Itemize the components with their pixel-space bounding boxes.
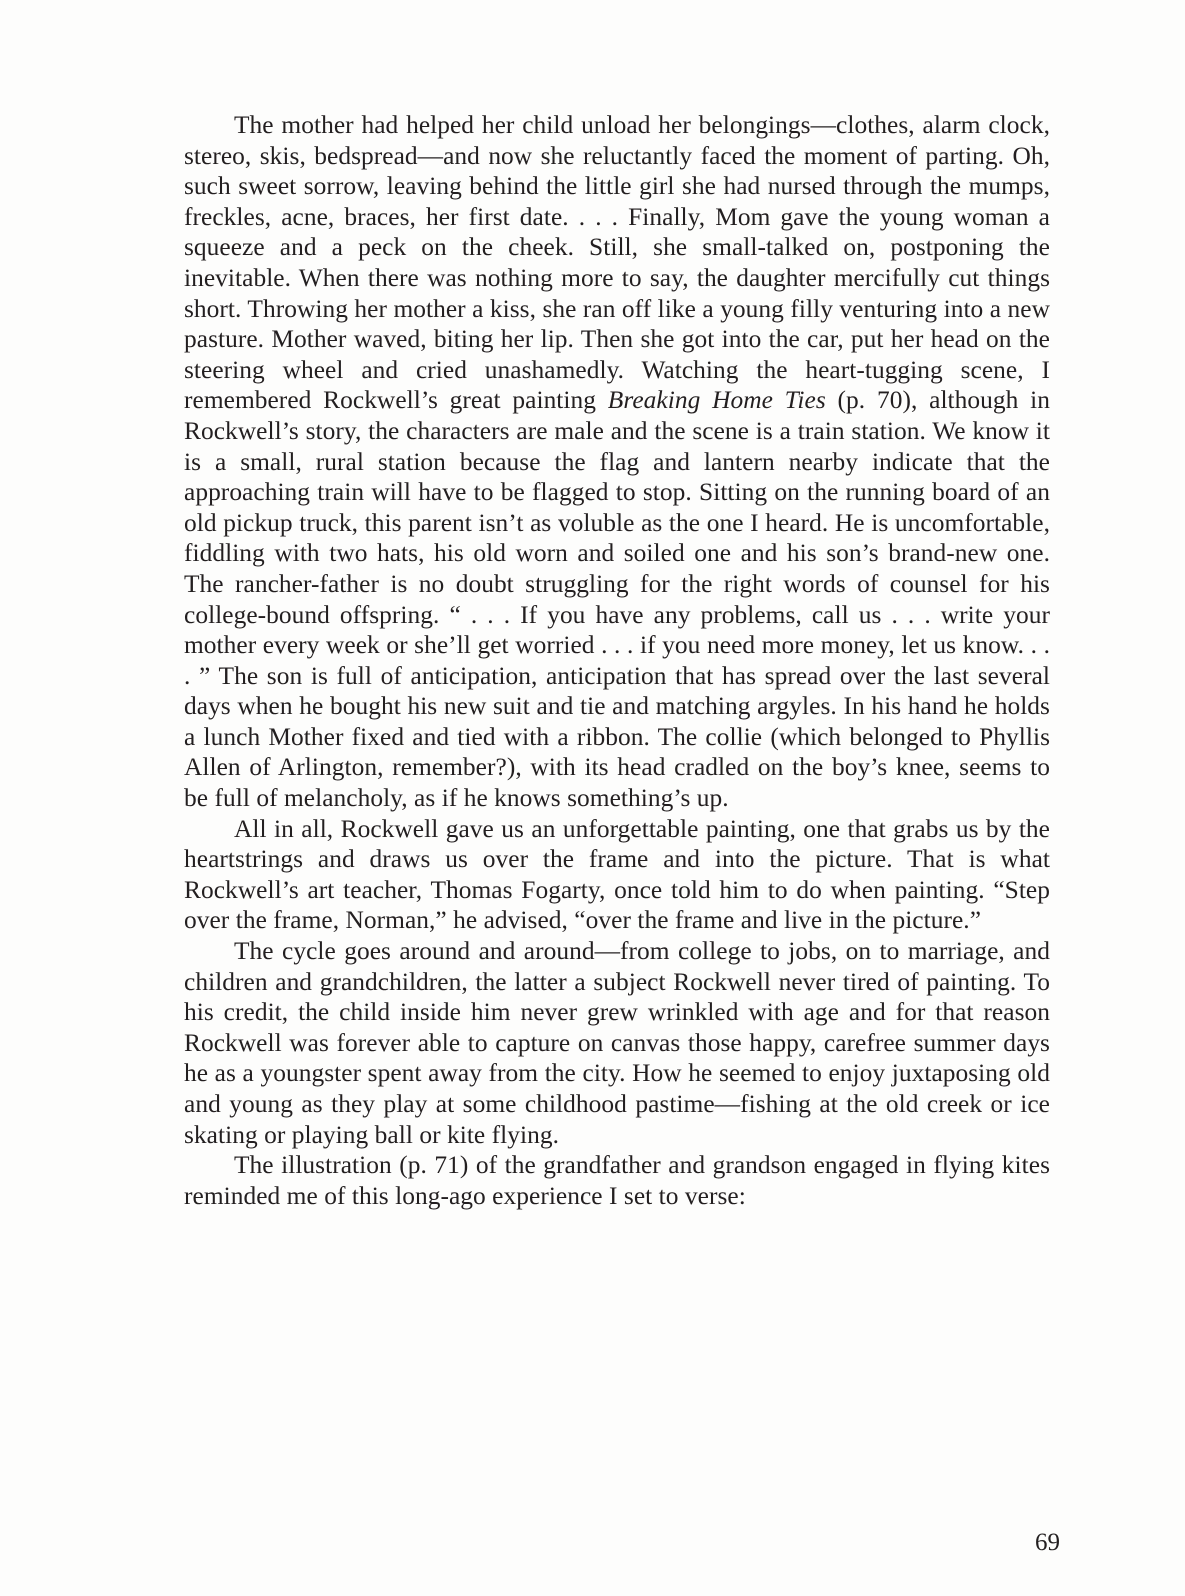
paragraph-3: The cycle goes around and around—from college to jobs, on to marriage, and children and grandchildren, the latter a subject Rockwell never tired of painting. To his credit, the child inside him never grew wrinkled with age and for that reason Rockwell was forever able to capture on canvas those happy, carefree summer days he as a youngster spent away from the city. How he seemed to enjoy juxtaposing old and young as they play at some childhood pastime—fishing at the old creek or ice skating or playing ball or kite flying. bbox=[184, 937, 1050, 1149]
painting-title: Breaking Home Ties bbox=[607, 386, 826, 415]
body-text bbox=[184, 110, 1050, 1211]
paragraph-1 bbox=[184, 110, 1050, 814]
paragraph-1-text-after: (p. 70), although in Rockwell’s story, the characters are male and the scene is a train station. We know it is a small, rural station because the flag and lantern nearby indicate that the approaching train will have to be flagged to stop. Sitting on the running board of an old pickup truck, this parent isn’t as voluble as the one I heard. He is uncomfortable, fiddling with two hats, his old worn and soiled one and his son’s brand-new one. The rancher-father is no doubt struggling for the right words of counsel for his college-bound offspring. “ . . . If you have any problems, call us . . . write your mother every week or she’ll get worried . . . if you need more money, let us know. . . . ” The son is full of anticipation, anticipation that has spread over the last several days when he bought his new suit and tie and matching argyles. In his hand he holds a lunch Mother fixed and tied with a ribbon. The collie (which belonged to Phyllis Allen of Arlington, remember?), with its head cradled on the boy’s knee, seems to be full of melancholy, as if he knows something’s up. bbox=[184, 386, 1050, 813]
page-number: 69 bbox=[1035, 1529, 1060, 1556]
paragraph-2: All in all, Rockwell gave us an unforgettable painting, one that grabs us by the heartstrings and draws us over the frame and into the picture. That is what Rockwell’s art teacher, Thomas Fogarty, once told him to do when painting. “Step over the frame, Norman,” he advised, “over the frame and live in the picture.” bbox=[184, 814, 1050, 935]
paragraph-4: The illustration (p. 71) of the grandfather and grandson engaged in flying kites reminded me of this long-ago experience I set to verse: bbox=[184, 1151, 1050, 1210]
paragraph-1-text-before: The mother had helped her child unload her belongings—clothes, alarm clock, stereo, skis, bedspread—and now she reluctantly faced the moment of parting. Oh, such sweet sorrow, leaving behind the little girl she had nursed through the mumps, freckles, acne, braces, her first date. . . . Finally, Mom gave the young woman a squeeze and a peck on the cheek. Still, she small-talked on, postponing the inevitable. When there was nothing more to say, the daughter mercifully cut things short. Throwing her mother a kiss, she ran off like a young filly venturing into a new pasture. Mother waved, biting her lip. Then she got into the car, put her head on the steering wheel and cried unashamedly. Watching the heart-tugging scene, I remembered Rockwell’s great painting bbox=[184, 111, 1050, 415]
